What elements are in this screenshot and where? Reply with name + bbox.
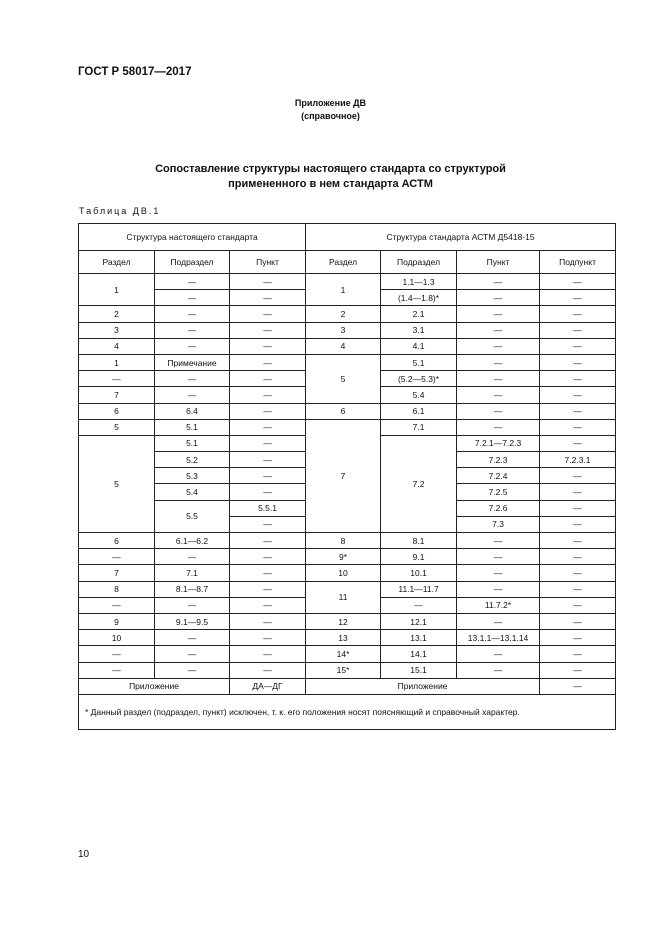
table-cell: 13.1	[381, 630, 457, 646]
table-row	[79, 403, 616, 419]
table-cell: 14*	[306, 646, 381, 662]
table-cell: 6	[79, 533, 155, 549]
table-row	[79, 613, 616, 629]
table-cell: —	[230, 387, 306, 403]
table-cell: 7.1	[381, 419, 457, 435]
table-cell: 7.2	[381, 435, 457, 532]
table-cell: 9.1—9.5	[155, 613, 230, 629]
table-cell: —	[230, 516, 306, 532]
table-cell: —	[155, 646, 230, 662]
table-cell: 3.1	[381, 322, 457, 338]
table-cell: —	[457, 613, 540, 629]
table-cell: —	[230, 419, 306, 435]
table-cell: —	[230, 613, 306, 629]
table-row	[79, 354, 616, 370]
annex-cell: ДА—ДГ	[230, 678, 306, 694]
table-cell: —	[230, 371, 306, 387]
table-cell: —	[540, 662, 616, 678]
table-cell: —	[79, 371, 155, 387]
table-cell: —	[155, 290, 230, 306]
table-cell: —	[540, 597, 616, 613]
table-cell: —	[155, 597, 230, 613]
table-cell: —	[230, 468, 306, 484]
table-cell: 5.1	[155, 419, 230, 435]
column-header-row	[79, 251, 616, 274]
column-header: Раздел	[306, 251, 381, 274]
table-cell: —	[540, 387, 616, 403]
table-cell: —	[230, 533, 306, 549]
table-row	[79, 581, 616, 597]
table-cell: 4	[79, 338, 155, 354]
table-cell: —	[457, 419, 540, 435]
table-cell: 5.3	[155, 468, 230, 484]
table-footnote: * Данный раздел (подраздел, пункт) исключен, т. к. его положения носят поясняющий и справочный характер.	[79, 694, 616, 729]
table-cell: 7	[79, 565, 155, 581]
table-cell: 15.1	[381, 662, 457, 678]
table-cell: —	[230, 581, 306, 597]
table-cell: 7.2.5	[457, 484, 540, 500]
table-cell: 15*	[306, 662, 381, 678]
table-cell: —	[230, 354, 306, 370]
column-header: Подраздел	[155, 251, 230, 274]
table-cell: 8	[306, 533, 381, 549]
table-cell: —	[540, 484, 616, 500]
table-cell: —	[540, 516, 616, 532]
table-cell: —	[457, 565, 540, 581]
table-cell: 5.2	[155, 452, 230, 468]
document-title-line-1: Сопоставление структуры настоящего стандарта со структурой	[155, 163, 506, 175]
table-cell: 5	[306, 354, 381, 403]
table-cell: 3	[79, 322, 155, 338]
annex-cell: Приложение	[79, 678, 230, 694]
group-header-row	[79, 224, 616, 251]
table-row	[79, 662, 616, 678]
table-cell: 9.1	[381, 549, 457, 565]
table-cell: 7	[79, 387, 155, 403]
table-cell: —	[540, 435, 616, 451]
table-row	[79, 306, 616, 322]
table-cell: 12	[306, 613, 381, 629]
table-cell: 2.1	[381, 306, 457, 322]
table-cell: —	[540, 338, 616, 354]
table-cell: —	[540, 322, 616, 338]
table-cell: —	[457, 387, 540, 403]
table-cell: 7.1	[155, 565, 230, 581]
table-cell: 8.1—8.7	[155, 581, 230, 597]
table-cell: —	[457, 338, 540, 354]
table-cell: 9	[79, 613, 155, 629]
table-cell: —	[540, 403, 616, 419]
table-cell: 11.1—11.7	[381, 581, 457, 597]
table-cell: —	[230, 435, 306, 451]
table-cell: 1	[306, 274, 381, 306]
table-cell: —	[457, 533, 540, 549]
table-cell: 6.4	[155, 403, 230, 419]
table-cell: —	[457, 322, 540, 338]
table-cell: 5.4	[155, 484, 230, 500]
table-cell: —	[230, 565, 306, 581]
table-cell: —	[457, 646, 540, 662]
table-cell: 11.7.2*	[457, 597, 540, 613]
column-header: Подраздел	[381, 251, 457, 274]
table-cell: 2	[306, 306, 381, 322]
document-title-line-2: примененного в нем стандарта АСТМ	[228, 178, 433, 190]
table-cell: —	[457, 549, 540, 565]
annex-row	[79, 678, 616, 694]
table-cell: 7.3	[457, 516, 540, 532]
table-cell: —	[155, 274, 230, 290]
table-cell: —	[457, 274, 540, 290]
annex-cell: Приложение	[306, 678, 540, 694]
column-header: Пункт	[457, 251, 540, 274]
table-cell: 10.1	[381, 565, 457, 581]
page-number: 10	[78, 849, 90, 860]
table-cell: —	[540, 274, 616, 290]
table-cell: —	[79, 662, 155, 678]
table-cell: —	[540, 419, 616, 435]
table-row	[79, 646, 616, 662]
table-cell: —	[230, 403, 306, 419]
table-cell: 5	[79, 435, 155, 532]
table-cell: —	[155, 549, 230, 565]
table-cell: —	[230, 630, 306, 646]
table-cell: —	[155, 306, 230, 322]
table-cell: —	[155, 322, 230, 338]
table-cell: —	[155, 371, 230, 387]
table-cell: —	[155, 662, 230, 678]
table-cell: 7	[306, 419, 381, 532]
table-cell: 6	[79, 403, 155, 419]
group-header-national: Структура настоящего стандарта	[79, 224, 306, 251]
table-cell: 2	[79, 306, 155, 322]
column-header: Подпункт	[540, 251, 616, 274]
table-cell: 5.5	[155, 500, 230, 532]
table-row	[79, 630, 616, 646]
table-cell: 5.5.1	[230, 500, 306, 516]
table-cell: —	[540, 290, 616, 306]
table-cell: —	[540, 306, 616, 322]
table-cell: 5.4	[381, 387, 457, 403]
table-cell: 1	[79, 354, 155, 370]
table-cell: —	[230, 662, 306, 678]
table-cell: —	[79, 646, 155, 662]
table-cell: —	[540, 468, 616, 484]
table-cell: 1.1—1.3	[381, 274, 457, 290]
annex-title: Приложение ДВ	[294, 98, 367, 108]
table-cell: 13	[306, 630, 381, 646]
table-caption: Таблица ДВ.1	[79, 206, 161, 216]
column-header: Раздел	[79, 251, 155, 274]
table-cell: —	[457, 354, 540, 370]
table-cell: —	[540, 613, 616, 629]
table-cell: —	[457, 290, 540, 306]
table-cell: 10	[306, 565, 381, 581]
table-cell: —	[540, 549, 616, 565]
table-cell: —	[230, 306, 306, 322]
table-cell: 5	[79, 419, 155, 435]
table-cell: —	[540, 533, 616, 549]
table-cell: —	[79, 549, 155, 565]
document-title	[0, 162, 661, 192]
footnote-row	[79, 694, 616, 729]
column-header: Пункт	[230, 251, 306, 274]
table-cell: —	[381, 597, 457, 613]
table-cell: 12.1	[381, 613, 457, 629]
table-row	[79, 419, 616, 435]
table-cell: —	[155, 338, 230, 354]
table-cell: 1	[79, 274, 155, 306]
table-row	[79, 322, 616, 338]
table-cell: (5.2—5.3)*	[381, 371, 457, 387]
table-cell: —	[457, 581, 540, 597]
table-cell: —	[540, 371, 616, 387]
table-cell: —	[540, 565, 616, 581]
table-cell: 7.2.4	[457, 468, 540, 484]
table-cell: 8	[79, 581, 155, 597]
table-cell: —	[230, 484, 306, 500]
table-row	[79, 338, 616, 354]
table-cell: 5.1	[381, 354, 457, 370]
annex-subtitle: (справочное)	[301, 111, 360, 121]
table-cell: —	[540, 354, 616, 370]
table-cell: —	[230, 646, 306, 662]
table-cell: —	[540, 630, 616, 646]
table-cell: —	[230, 597, 306, 613]
table-cell: —	[230, 452, 306, 468]
table-row	[79, 549, 616, 565]
table-cell: —	[230, 322, 306, 338]
table-row	[79, 274, 616, 290]
table-cell: 7.2.3.1	[540, 452, 616, 468]
table-cell: 8.1	[381, 533, 457, 549]
table-cell: 6.1—6.2	[155, 533, 230, 549]
table-cell: —	[155, 387, 230, 403]
annex-heading	[0, 97, 661, 123]
structure-comparison-table	[78, 223, 616, 730]
table-cell: 4	[306, 338, 381, 354]
table-cell: 4.1	[381, 338, 457, 354]
table-cell: —	[79, 597, 155, 613]
table-cell: —	[230, 338, 306, 354]
table-cell: 3	[306, 322, 381, 338]
table-cell: 6	[306, 403, 381, 419]
table-cell: —	[230, 549, 306, 565]
group-header-astm: Структура стандарта АСТМ Д5418-15	[306, 224, 616, 251]
standard-id: ГОСТ Р 58017—2017	[78, 66, 192, 78]
table-cell: —	[540, 581, 616, 597]
table-cell: —	[457, 371, 540, 387]
table-cell: 11	[306, 581, 381, 613]
table-cell: 6.1	[381, 403, 457, 419]
table-row	[79, 533, 616, 549]
table-cell: —	[457, 306, 540, 322]
table-cell: Примечание	[155, 354, 230, 370]
table-cell: 10	[79, 630, 155, 646]
table-cell: 7.2.3	[457, 452, 540, 468]
table-row	[79, 565, 616, 581]
table-cell: 14.1	[381, 646, 457, 662]
table-cell: —	[457, 403, 540, 419]
table-cell: —	[540, 646, 616, 662]
table-cell: —	[155, 630, 230, 646]
table-body	[79, 224, 616, 730]
table-cell: —	[230, 274, 306, 290]
table-cell: —	[457, 662, 540, 678]
table-cell: 5.1	[155, 435, 230, 451]
table-cell: (1.4—1.8)*	[381, 290, 457, 306]
table-cell: —	[230, 290, 306, 306]
table-cell: —	[540, 500, 616, 516]
table-cell: 7.2.6	[457, 500, 540, 516]
table-cell: 9*	[306, 549, 381, 565]
table-cell: 7.2.1—7.2.3	[457, 435, 540, 451]
table-cell: 13.1.1—13.1.14	[457, 630, 540, 646]
annex-cell: —	[540, 678, 616, 694]
